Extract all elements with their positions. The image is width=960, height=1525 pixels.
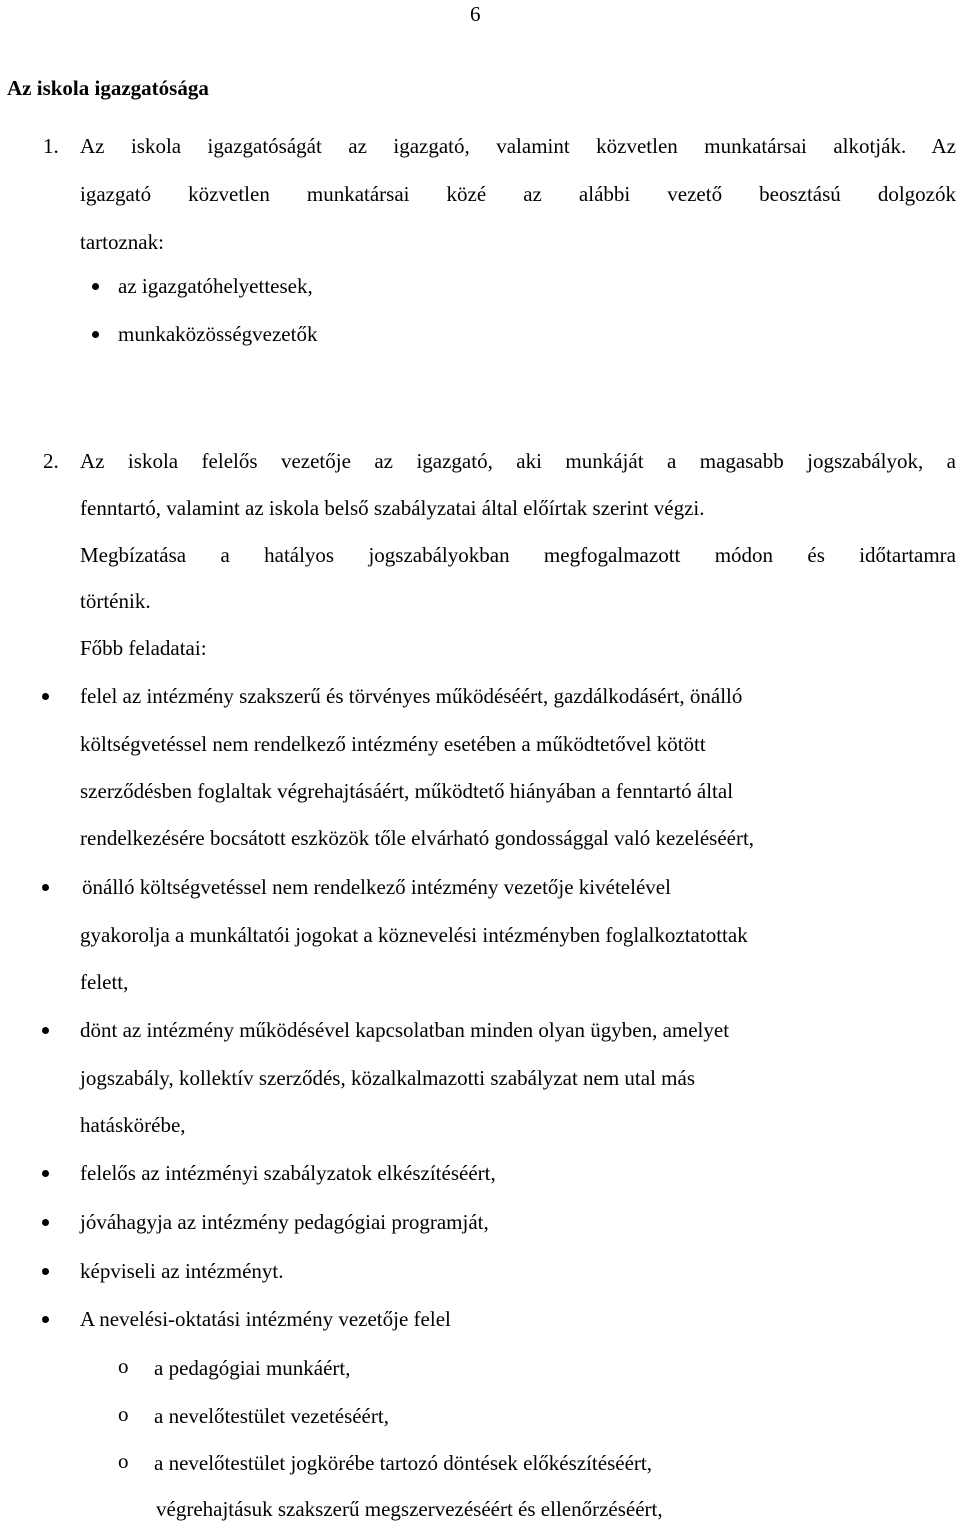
bullet-icon	[42, 1316, 49, 1323]
duty-3-line-3: hatáskörébe,	[80, 1113, 186, 1137]
circle-bullet-icon: o	[118, 1402, 129, 1426]
section2-line-1: Az iskola felelős vezetője az igazgató, aki munkáját a magasabb jogszabályok, a	[80, 449, 956, 473]
duty-7: A nevelési-oktatási intézmény vezetője felel	[80, 1307, 451, 1331]
sub-item-2: a nevelőtestület vezetéséért,	[154, 1404, 389, 1428]
bullet-icon	[42, 1268, 49, 1275]
section-heading: Az iskola igazgatósága	[7, 76, 209, 100]
bullet-icon	[92, 283, 99, 290]
duty-1-line-1: felel az intézmény szakszerű és törvényes működéséért, gazdálkodásért, önálló	[80, 684, 743, 708]
circle-bullet-icon: o	[118, 1354, 129, 1378]
section1-bullet-2: munkaközösségvezetők	[118, 322, 318, 346]
section1-line-2: igazgató közvetlen munkatársai közé az alábbi vezető beosztású dolgozók	[80, 182, 956, 206]
duty-3-line-2: jogszabály, kollektív szerződés, közalkalmazotti szabályzat nem utal más	[80, 1066, 695, 1090]
section2-line-4: történik.	[80, 589, 151, 613]
sub-item-3-continuation: végrehajtásuk szakszerű megszervezéséért és ellenőrzéséért,	[156, 1497, 663, 1521]
section1-bullet-1: az igazgatóhelyettesek,	[118, 274, 313, 298]
duty-1-line-3: szerződésben foglaltak végrehajtásáért, működtető hiányában a fenntartó által	[80, 779, 734, 803]
duty-5: jóváhagyja az intézmény pedagógiai programját,	[80, 1210, 489, 1234]
bullet-icon	[42, 884, 49, 891]
duty-3-line-1: dönt az intézmény működésével kapcsolatban minden olyan ügyben, amelyet	[80, 1018, 730, 1042]
duty-6: képviseli az intézményt.	[80, 1259, 284, 1283]
duty-2-line-3: felett,	[80, 970, 129, 994]
list-number-1: 1.	[43, 134, 59, 158]
sub-item-3: a nevelőtestület jogkörébe tartozó döntések előkészítéséért,	[154, 1451, 652, 1475]
section2-line-5: Főbb feladatai:	[80, 636, 207, 660]
duty-1-line-2: költségvetéssel nem rendelkező intézmény esetében a működtetővel kötött	[80, 732, 706, 756]
duty-4: felelős az intézményi szabályzatok elkészítéséért,	[80, 1161, 496, 1185]
bullet-icon	[42, 1219, 49, 1226]
duty-2-line-1: önálló költségvetéssel nem rendelkező intézmény vezetője kivételével	[82, 875, 671, 899]
sub-item-1: a pedagógiai munkáért,	[154, 1356, 351, 1380]
section2-line-2: fenntartó, valamint az iskola belső szabályzatai által előírtak szerint végzi.	[80, 496, 705, 520]
bullet-icon	[92, 331, 99, 338]
circle-bullet-icon: o	[118, 1449, 129, 1473]
bullet-icon	[42, 1027, 49, 1034]
list-number-2: 2.	[43, 449, 59, 473]
duty-2-line-2: gyakorolja a munkáltatói jogokat a köznevelési intézményben foglalkoztatottak	[80, 923, 748, 947]
page-number: 6	[470, 2, 481, 26]
section2-line-3: Megbízatása a hatályos jogszabályokban megfogalmazott módon és időtartamra	[80, 543, 956, 567]
bullet-icon	[42, 693, 49, 700]
section1-line-3: tartoznak:	[80, 230, 164, 254]
duty-1-line-4: rendelkezésére bocsátott eszközök tőle elvárható gondossággal való kezeléséért,	[80, 826, 755, 850]
bullet-icon	[42, 1170, 49, 1177]
section1-line-1: Az iskola igazgatóságát az igazgató, valamint közvetlen munkatársai alkotják. Az	[80, 134, 956, 158]
